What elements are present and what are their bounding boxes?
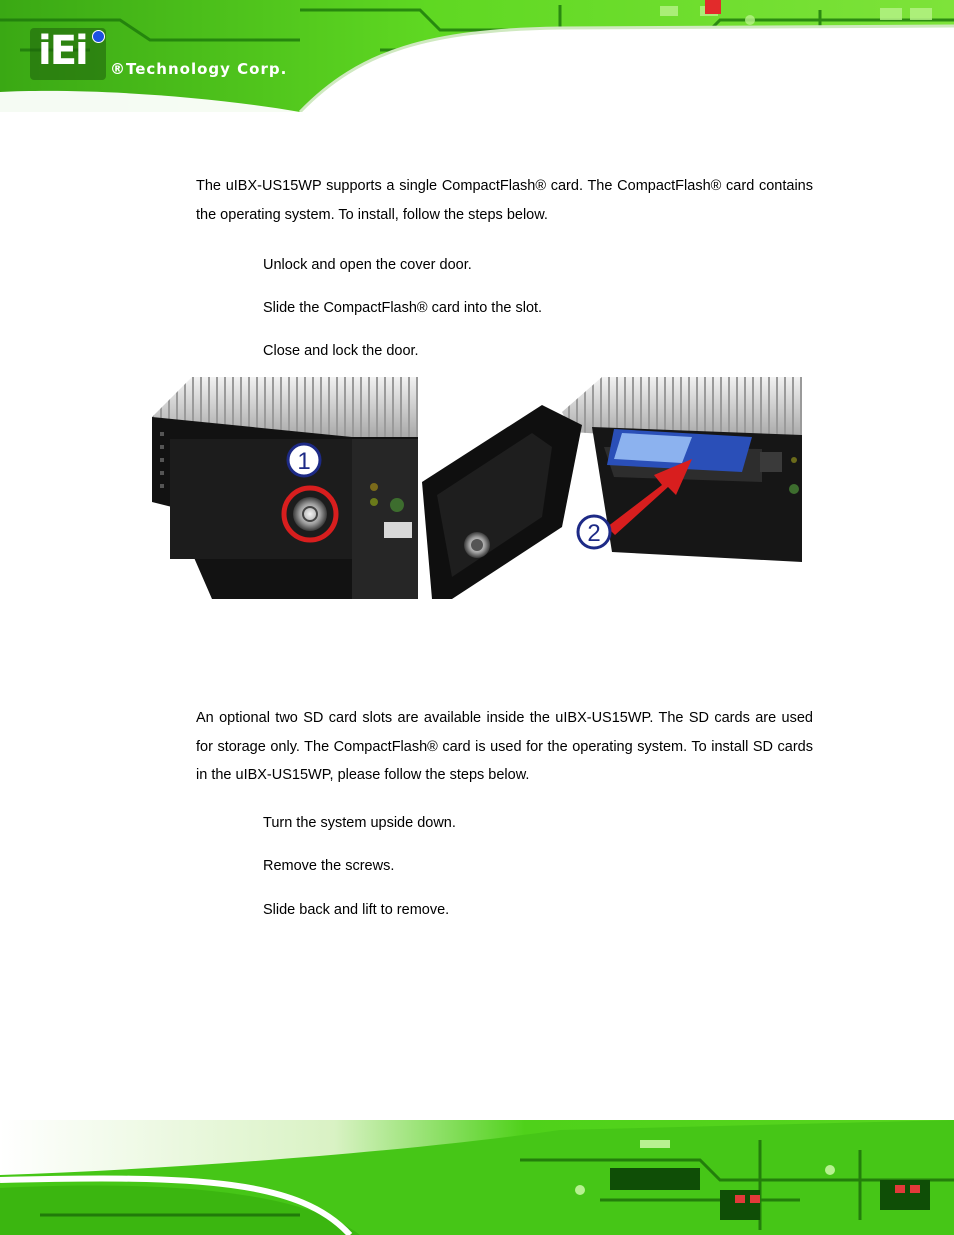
compactflash-intro-paragraph [196,172,813,229]
iei-logo-mark: iEi [38,28,87,74]
key-lock-icon [293,497,327,531]
cf-step-3: Close and lock the door. [263,343,419,359]
page-header-banner [0,0,954,112]
compactflash-installation-figure [152,377,802,599]
callout-2-label: 2 [587,520,601,547]
compactflash-installation-illustration [152,377,802,599]
sd-step-1: Turn the system upside down. [263,815,456,831]
sd-step-3: Slide back and lift to remove. [263,902,450,918]
open-door-view [422,377,802,599]
page-footer-banner [0,1120,954,1235]
closed-door-view [152,377,418,599]
logo-blue-dot [92,30,105,43]
cf-step-1: Unlock and open the cover door. [263,257,472,273]
cf-step-2: Slide the CompactFlash® card into the slot. [263,300,543,316]
circuit-board-footer-graphic [0,1120,954,1235]
brand-wordmark: ®Technology Corp. [110,60,288,78]
iei-logo [38,30,108,78]
callout-1-label: 1 [297,448,311,475]
sd-card-intro-paragraph [196,704,813,790]
compactflash-intro-text: The uIBX-US15WP supports a single CompactFlash® card. The CompactFlash® card contains the operating system. To install, follow the steps below. [196,178,813,223]
circuit-board-header-graphic [0,0,954,112]
sd-step-2: Remove the screws. [263,858,395,874]
sd-card-intro-text: An optional two SD card slots are available inside the uIBX-US15WP. The SD cards are used for storage only. The CompactFlash® card is used for the operating system. To install SD cards in the uIBX-US15WP, please follow the steps below. [196,710,813,783]
